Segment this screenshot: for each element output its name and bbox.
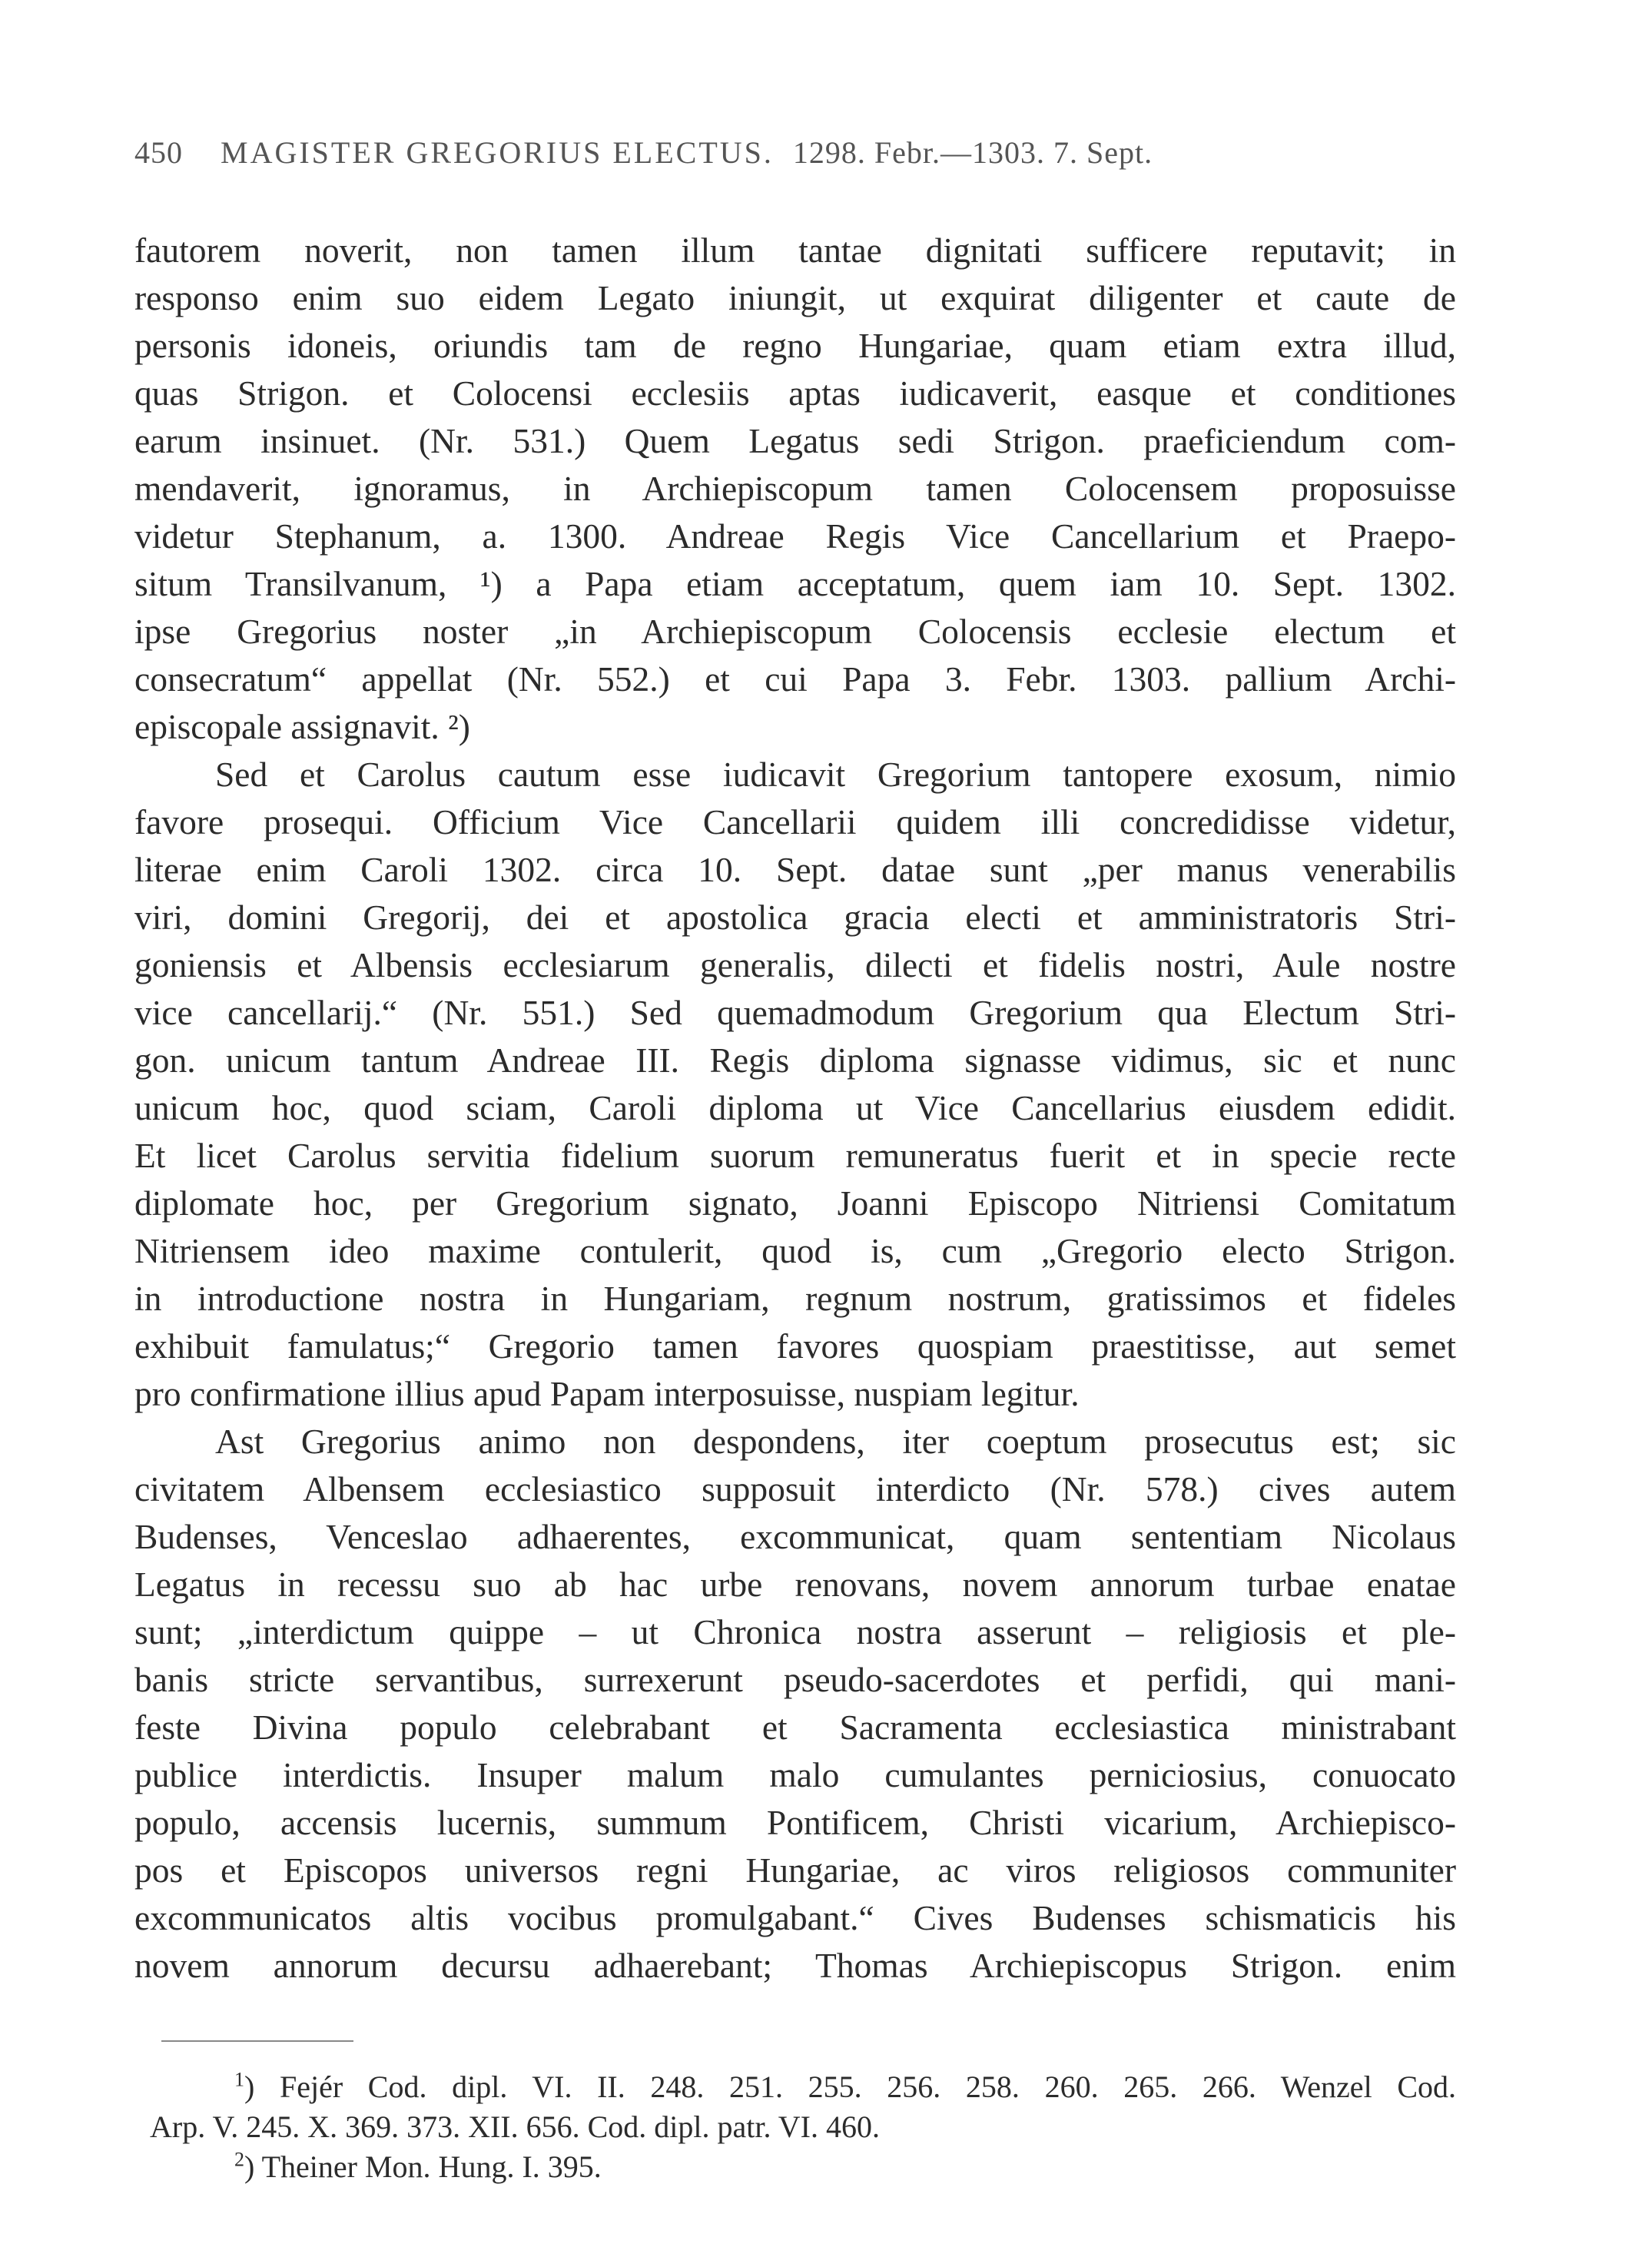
text-line: pos et Episcopos universos regni Hungariae, ac viros religiosos communiter (134, 1850, 1456, 1890)
text-line: civitatem Albensem ecclesiastico supposuit interdicto (Nr. 578.) cives autem (134, 1469, 1456, 1509)
text-line: novem annorum decursu adhaerebant; Thomas Archiepiscopus Strigon. enim (134, 1946, 1456, 1985)
paragraph-start-line: Ast Gregorius animo non despondens, iter coeptum prosecutus est; sic (215, 1422, 1456, 1461)
text-line: vice cancellarij.“ (Nr. 551.) Sed quemadmodum Gregorium qua Electum Stri- (134, 993, 1456, 1032)
text-line: episcopale assignavit. ²) (134, 707, 470, 746)
text-line: fautorem noverit, non tamen illum tantae dignitati sufficere reputavit; in (134, 231, 1456, 270)
footnote-text: Fejér Cod. dipl. VI. II. 248. 251. 255. 256. 258. 260. 265. 266. Wenzel Cod. (279, 2070, 1456, 2104)
text-line: unicum hoc, quod sciam, Caroli diploma ut Vice Cancellarius eiusdem edidit. (134, 1088, 1456, 1127)
text-line: videtur Stephanum, a. 1300. Andreae Regis Vice Cancellarium et Praepo- (134, 516, 1456, 556)
text-line: feste Divina populo celebrabant et Sacramenta ecclesiastica ministrabant (134, 1708, 1456, 1747)
footnote-divider (161, 2040, 353, 2042)
page-number: 450 (134, 135, 183, 170)
text-line: populo, accensis lucernis, summum Pontificem, Christi vicarium, Archiepisco- (134, 1803, 1456, 1842)
text-line: literae enim Caroli 1302. circa 10. Sept. datae sunt „per manus venerabilis (134, 850, 1456, 889)
footnote-text: Theiner Mon. Hung. I. 395. (261, 2149, 602, 2184)
text-line: personis idoneis, oriundis tam de regno Hungariae, quam etiam extra illud, (134, 326, 1456, 365)
footnote-2: $^2$) Theiner Mon. Hung. I. 395. (234, 2148, 602, 2184)
text-line: diplomate hoc, per Gregorium signato, Joanni Episcopo Nitriensi Comitatum (134, 1183, 1456, 1223)
text-line: ipse Gregorius noster „in Archiepiscopum Colocensis ecclesie electum et (134, 612, 1456, 651)
text-line: earum insinuet. (Nr. 531.) Quem Legatus sedi Strigon. praeficiendum com- (134, 421, 1456, 460)
footnote-marker: 1 (234, 2068, 244, 2091)
running-header (134, 134, 1425, 171)
text-line: consecratum“ appellat (Nr. 552.) et cui Papa 3. Febr. 1303. pallium Archi- (134, 659, 1456, 699)
text-line: pro confirmatione illius apud Papam interposuisse, nuspiam legitur. (134, 1374, 1080, 1413)
text-line: banis stricte servantibus, surrexerunt pseudo-sacerdotes et perfidi, qui mani- (134, 1660, 1456, 1699)
text-line: Et licet Carolus servitia fidelium suorum remuneratus fuerit et in specie recte (134, 1136, 1456, 1175)
text-line: gon. unicum tantum Andreae III. Regis diploma signasse vidimus, sic et nunc (134, 1041, 1456, 1080)
paragraph-start-line: Sed et Carolus cautum esse iudicavit Gregorium tantopere exosum, nimio (215, 755, 1456, 794)
text-line: excommunicatos altis vocibus promulgabant.“ Cives Budenses schismaticis his (134, 1898, 1456, 1937)
text-line: goniensis et Albensis ecclesiarum generalis, dilecti et fidelis nostri, Aule nostre (134, 945, 1456, 984)
text-line: in introductione nostra in Hungariam, regnum nostrum, gratissimos et fideles (134, 1279, 1456, 1318)
text-line: sunt; „interdictum quippe – ut Chronica nostra asserunt – religiosis et ple- (134, 1612, 1456, 1651)
running-title: MAGISTER GREGORIUS ELECTUS. (221, 135, 774, 170)
text-line: quas Strigon. et Colocensi ecclesiis aptas iudicaverit, easque et conditiones (134, 373, 1456, 413)
text-line: responso enim suo eidem Legato iniungit, ut exquirat diligenter et caute de (134, 278, 1456, 317)
header-date-range: 1298. Febr.—1303. 7. Sept. (792, 135, 1153, 170)
footnote-1: $^1$) Fejér Cod. dipl. VI. II. 248. 251. 255. 256. 258. 260. 265. 266. Wenzel Cod. (234, 2068, 1456, 2104)
text-line: mendaverit, ignoramus, in Archiepiscopum tamen Colocensem proposuisse (134, 469, 1456, 508)
text-line: Nitriensem ideo maxime contulerit, quod is, cum „Gregorio electo Strigon. (134, 1231, 1456, 1270)
text-line: publice interdictis. Insuper malum malo cumulantes perniciosius, conuocato (134, 1755, 1456, 1794)
text-line: Budenses, Venceslao adhaerentes, excommunicat, quam sententiam Nicolaus (134, 1517, 1456, 1556)
text-line: Legatus in recessu suo ab hac urbe renovans, novem annorum turbae enatae (134, 1565, 1456, 1604)
footnote-1-continuation: Arp. V. 245. X. 369. 373. XII. 656. Cod. dipl. patr. VI. 460. (150, 2109, 880, 2144)
text-line: viri, domini Gregorij, dei et apostolica gracia electi et amministratoris Stri- (134, 898, 1456, 937)
text-line: situm Transilvanum, ¹) a Papa etiam acceptatum, quem iam 10. Sept. 1302. (134, 564, 1456, 603)
text-line: favore prosequi. Officium Vice Cancellarii quidem illi concredidisse videtur, (134, 802, 1456, 841)
footnote-marker: 2 (234, 2148, 244, 2171)
text-line: exhibuit famulatus;“ Gregorio tamen favores quospiam praestitisse, aut semet (134, 1326, 1456, 1366)
